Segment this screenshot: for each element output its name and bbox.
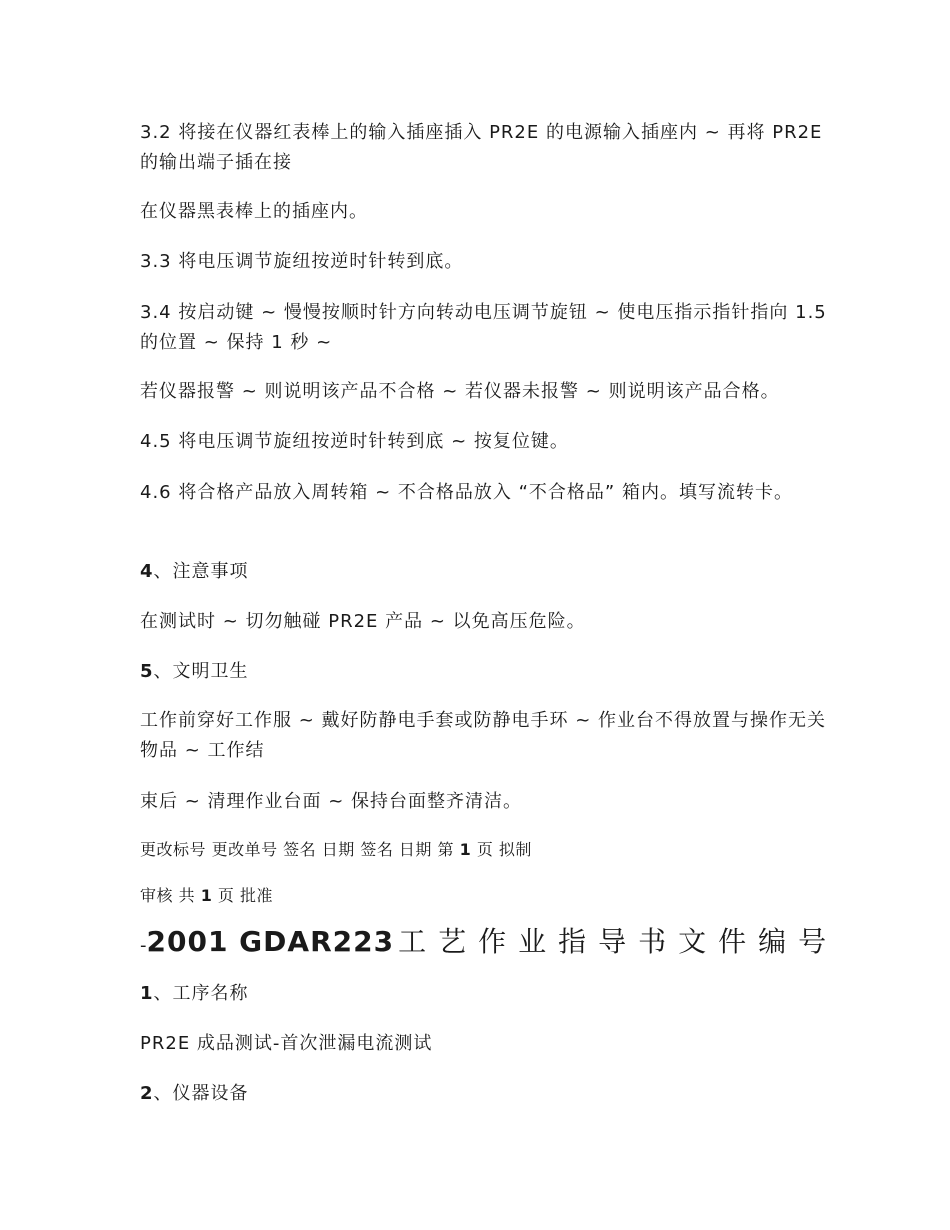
section-2-title: 、仪器设备	[153, 1083, 249, 1104]
section-5-number: 5	[140, 661, 154, 682]
revision-info-labels: 更改标号 更改单号 签名 日期 签名 日期 第	[140, 840, 460, 859]
step-4-5-text: 4.5 将电压调节旋纽按逆时针转到底 ~ 按复位键。	[140, 431, 569, 452]
section-1-body: PR2E 成品测试-首次泄漏电流测试	[140, 1033, 433, 1054]
section-4-number: 4	[140, 561, 154, 582]
section-1-title: 、工序名称	[153, 983, 249, 1004]
step-3-3-text: 3.3 将电压调节旋纽按逆时针转到底。	[140, 251, 464, 272]
document-title	[140, 922, 840, 966]
revision-info-row	[140, 836, 830, 864]
step-4-6-text: 4.6 将合格产品放入周转箱 ~ 不合格品放入 “不合格品” 箱内。填写流转卡。	[140, 482, 793, 503]
section-5-body: 工作前穿好工作服 ~ 戴好防静电手套或防静电手环 ~ 作业台不得放置与操作无关物品 ~ 工作结	[140, 710, 827, 761]
section-5-title: 、文明卫生	[153, 661, 249, 682]
revision-info-tail: 页 拟制	[471, 840, 532, 859]
approval-info-labels: 审核 共	[140, 886, 201, 905]
section-4-body: 在测试时 ~ 切勿触碰 PR2E 产品 ~ 以免高压危险。	[140, 611, 586, 632]
section-2-number: 2	[140, 1083, 154, 1104]
step-3-4-text: 3.4 按启动键 ~ 慢慢按顺时针方向转动电压调节旋钮 ~ 使电压指示指针指向 1.5 的位置 ~ 保持 1 秒 ~	[140, 302, 827, 353]
section-4-title: 、注意事项	[153, 561, 249, 582]
approval-info-tail: 页 批准	[212, 886, 274, 905]
revision-page-number: 1	[459, 840, 472, 859]
title-text: 工艺作业指导书文件编号	[398, 925, 839, 958]
section-1-heading	[140, 980, 830, 1008]
approval-info-row	[140, 882, 830, 910]
step-3-2-text: 3.2 将接在仪器红表棒上的输入插座插入 PR2E 的电源输入插座内 ~ 再将 PR2E 的输出端子插在接	[140, 122, 823, 173]
title-doc-code: 2001 GDAR223	[146, 925, 395, 958]
section-5-body-continuation: 束后 ~ 清理作业台面 ~ 保持台面整齐清洁。	[140, 791, 523, 812]
section-1-number: 1	[140, 983, 154, 1004]
section-2-heading	[140, 1080, 830, 1108]
section-4-heading	[140, 558, 830, 586]
total-pages-number: 1	[200, 886, 213, 905]
title-dash: -	[140, 935, 147, 956]
section-5-heading	[140, 658, 830, 686]
step-3-4-continuation: 若仪器报警 ~ 则说明该产品不合格 ~ 若仪器未报警 ~ 则说明该产品合格。	[140, 381, 780, 402]
step-3-2-continuation: 在仪器黑表棒上的插座内。	[140, 201, 368, 222]
